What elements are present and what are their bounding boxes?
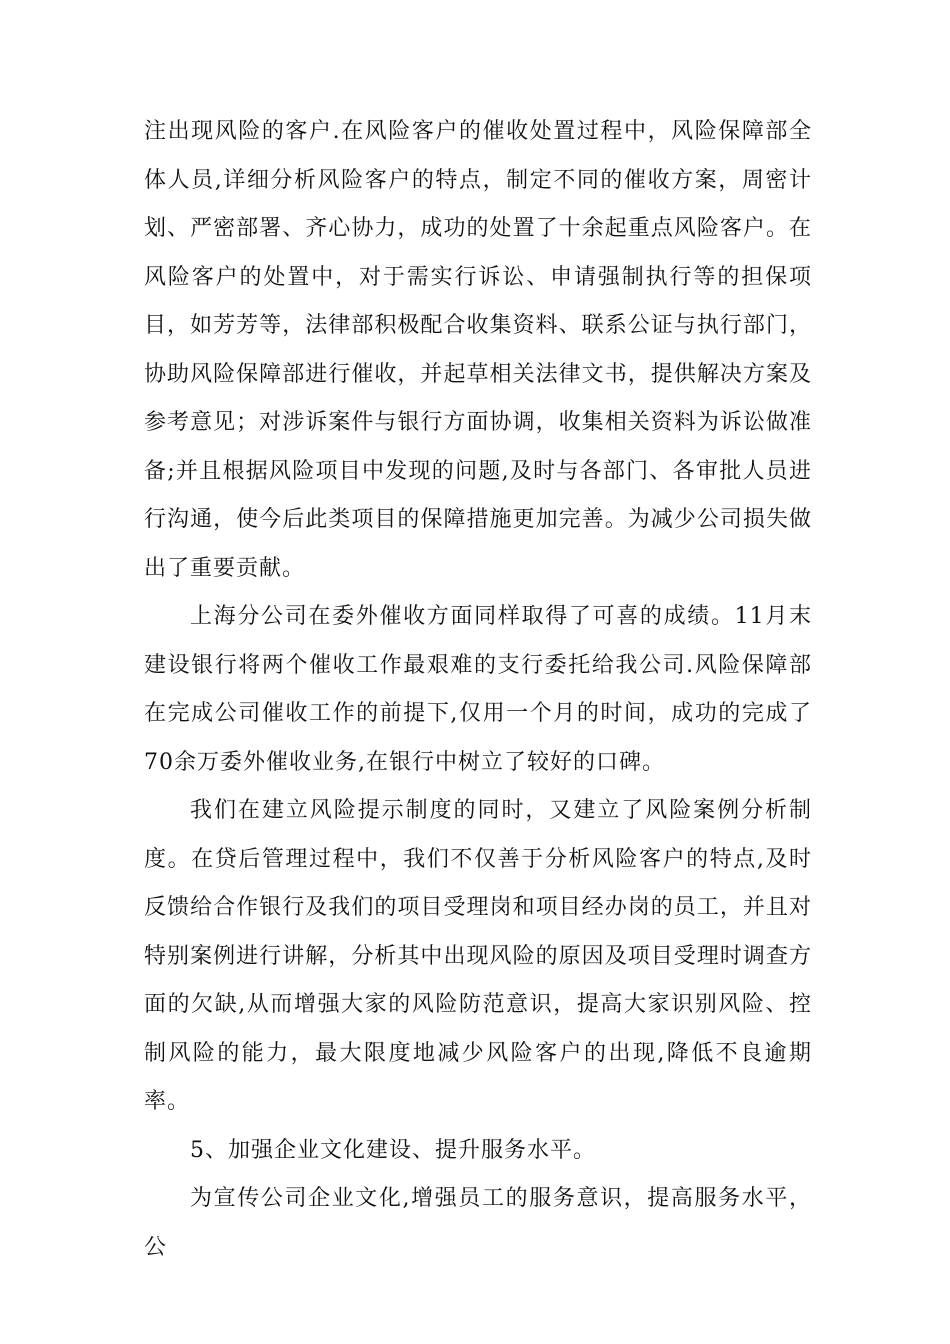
paragraph-shanghai-branch: 上海分公司在委外催收方面同样取得了可喜的成绩。11月末建设银行将两个催收工作最艰难的支行委托给我公司.风险保障部在完成公司催收工作的前提下,仅用一个月的时间，成功的完成了70余万委外催收业务,在银行中树立了较好的口碑。: [144, 604, 812, 775]
document-body: [144, 108, 812, 1272]
paragraph-risk-case-analysis: 我们在建立风险提示制度的同时，又建立了风险案例分析制度。在贷后管理过程中，我们不仅善于分析风险客户的特点,及时反馈给合作银行及我们的项目受理岗和项目经办岗的员工，并且对特别案例进行讲解，分析其中出现风险的原因及项目受理时调查方面的欠缺,从而增强大家的风险防范意识，提高大家识别风险、控制风险的能力，最大限度地减少风险客户的出现,降低不良逾期率。: [144, 798, 812, 1114]
paragraph-risk-disposal: 注出现风险的客户.在风险客户的催收处置过程中，风险保障部全体人员,详细分析风险客户的特点，制定不同的催收方案，周密计划、严密部署、齐心协力，成功的处置了十余起重点风险客户。在风险客户的处置中，对于需实行诉讼、申请强制执行等的担保项目，如芳芳等，法律部积极配合收集资料、联系公证与执行部门，协助风险保障部进行催收，并起草相关法律文书，提供解决方案及参考意见；对涉诉案件与银行方面协调，收集相关资料为诉讼做准备;并且根据风险项目中发现的问题,及时与各部门、各审批人员进行沟通，使今后此类项目的保障措施更加完善。为减少公司损失做出了重要贡献。: [144, 119, 812, 581]
paragraph-culture-intro: 为宣传公司企业文化,增强员工的服务意识，提高服务水平，公: [144, 1186, 812, 1260]
section-heading-culture: 5、加强企业文化建设、提升服务水平。: [190, 1137, 596, 1163]
